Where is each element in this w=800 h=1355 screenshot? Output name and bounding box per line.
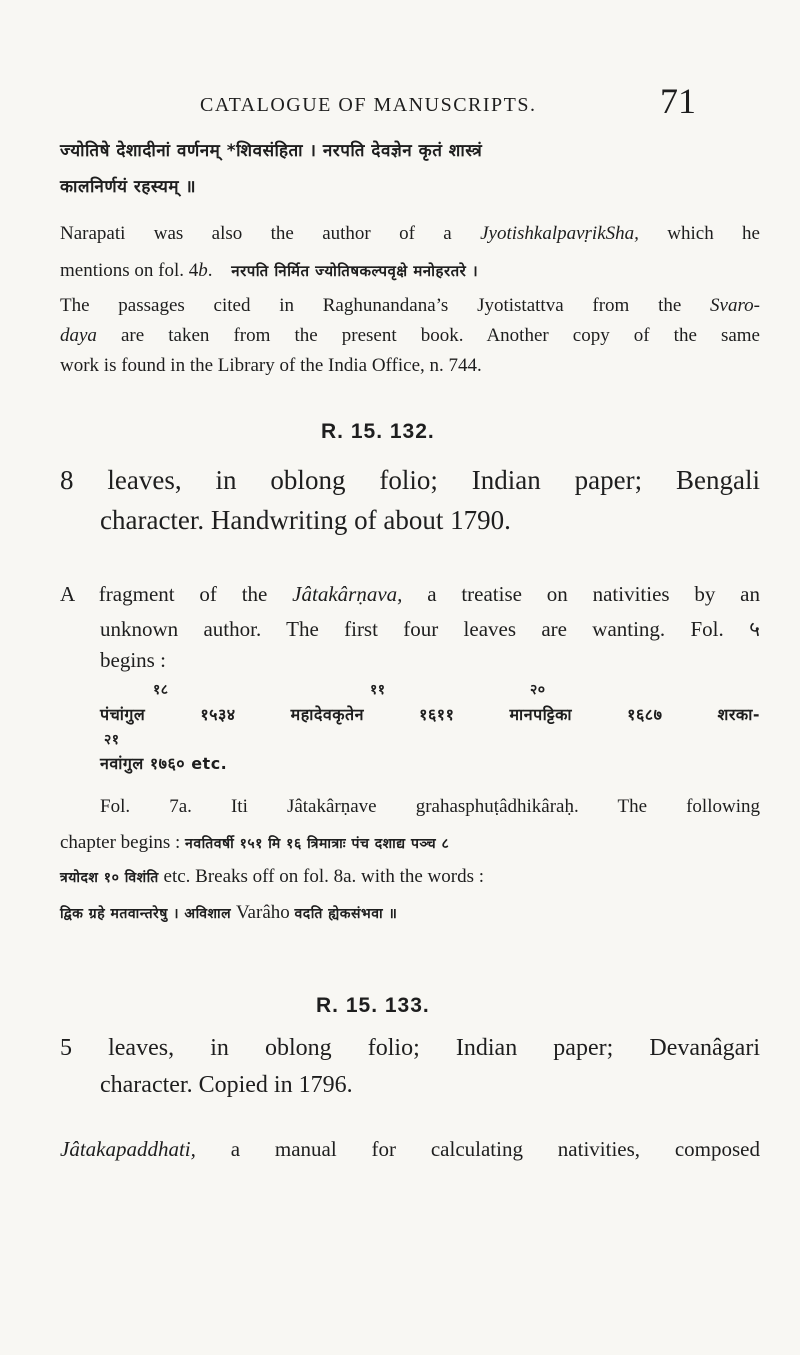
manuscript-description: character. Copied in 1796. (100, 1072, 353, 1098)
numeral: २१ (104, 732, 120, 748)
manuscript-description: 5 leaves, in oblong folio; Indian paper; Devanâgari (60, 1035, 760, 1061)
work-title: Jâtakârṇava, (292, 582, 403, 606)
paragraph-line: Jâtakapaddhati, a manual for calculating nativities, composed (60, 1137, 760, 1161)
paragraph-line: A fragment of the Jâtakârṇava, a treatise on nativities by an (60, 582, 760, 606)
work-title: JyotishkalpavṛikSha, (480, 223, 639, 244)
paragraph-line: Narapati was also the author of a JyotishkalpavṛikSha, which he (60, 223, 760, 244)
paragraph-line: द्विक ग्रहे मतवान्तरेषु । अविशाल Varâho वदति ह्येकसंभवा ॥ (60, 902, 398, 923)
verse-line: पंचांगुल १५३४ महादेवकृतेन १६११ मानपट्टिका १६८७ शरका- (100, 705, 760, 724)
sanskrit-line: कालनिर्णयं रहस्यम् ॥ (60, 177, 197, 197)
paragraph-line: begins : (100, 648, 166, 672)
numeral: २० (530, 682, 546, 698)
sanskrit-quote: नवतिवर्षी १५१ मि १६ त्रिमात्राः पंच दशाद्य पञ्च ८ (185, 836, 450, 852)
manuscript-description: character. Handwriting of about 1790. (100, 505, 511, 535)
manuscript-description: 8 leaves, in oblong folio; Indian paper; Bengali (60, 465, 760, 495)
shelfmark: R. 15. 132. (321, 420, 435, 443)
paragraph-line: The passages cited in Raghunandana’s Jyotistattva from the Svaro- (60, 295, 760, 316)
numeral: ११ (370, 682, 386, 698)
shelfmark: R. 15. 133. (316, 994, 430, 1017)
work-title: Svaro- (710, 295, 760, 316)
sanskrit-quote: वदति ह्येकसंभवा ॥ (294, 906, 398, 922)
paragraph-line: chapter begins : नवतिवर्षी १५१ मि १६ त्रिमात्राः पंच दशाद्य पञ्च ८ (60, 832, 450, 853)
paragraph-line: unknown author. The first four leaves are wanting. Fol. ५ (100, 617, 760, 641)
paragraph-line: त्रयोदश १० विशंति etc. Breaks off on fol. 8a. with the words : (60, 866, 484, 887)
verse-line: नवांगुल १७६० etc. (100, 754, 228, 773)
sanskrit-quote: नरपति निर्मित ज्योतिषकल्पवृक्षे मनोहरतरे । (231, 262, 479, 280)
page-number: 71 (660, 81, 696, 121)
numeral: १८ (153, 682, 169, 698)
paragraph-line: daya are taken from the present book. Another copy of the same (60, 325, 760, 346)
paragraph-line: Fol. 7a. Iti Jâtakârṇave grahasphuṭâdhikâraḥ. The following (100, 796, 760, 817)
paragraph-line: mentions on fol. 4b. नरपति निर्मित ज्योतिषकल्पवृक्षे मनोहरतरे । (60, 260, 479, 281)
running-title: CATALOGUE OF MANUSCRIPTS. (200, 94, 537, 116)
sanskrit-line: ज्योतिषे देशादीनां वर्णनम् *शिवसंहिता । नरपति देवज्ञेन कृतं शास्त्रं (60, 141, 483, 161)
sanskrit-quote: द्विक ग्रहे मतवान्तरेषु । अविशाल (60, 906, 232, 922)
work-title: daya (60, 325, 97, 346)
work-title: Jâtakapaddhati, (60, 1137, 196, 1161)
paragraph-line: work is found in the Library of the India Office, n. 744. (60, 355, 482, 376)
sanskrit-quote: त्रयोदश १० विशंति (60, 870, 159, 886)
